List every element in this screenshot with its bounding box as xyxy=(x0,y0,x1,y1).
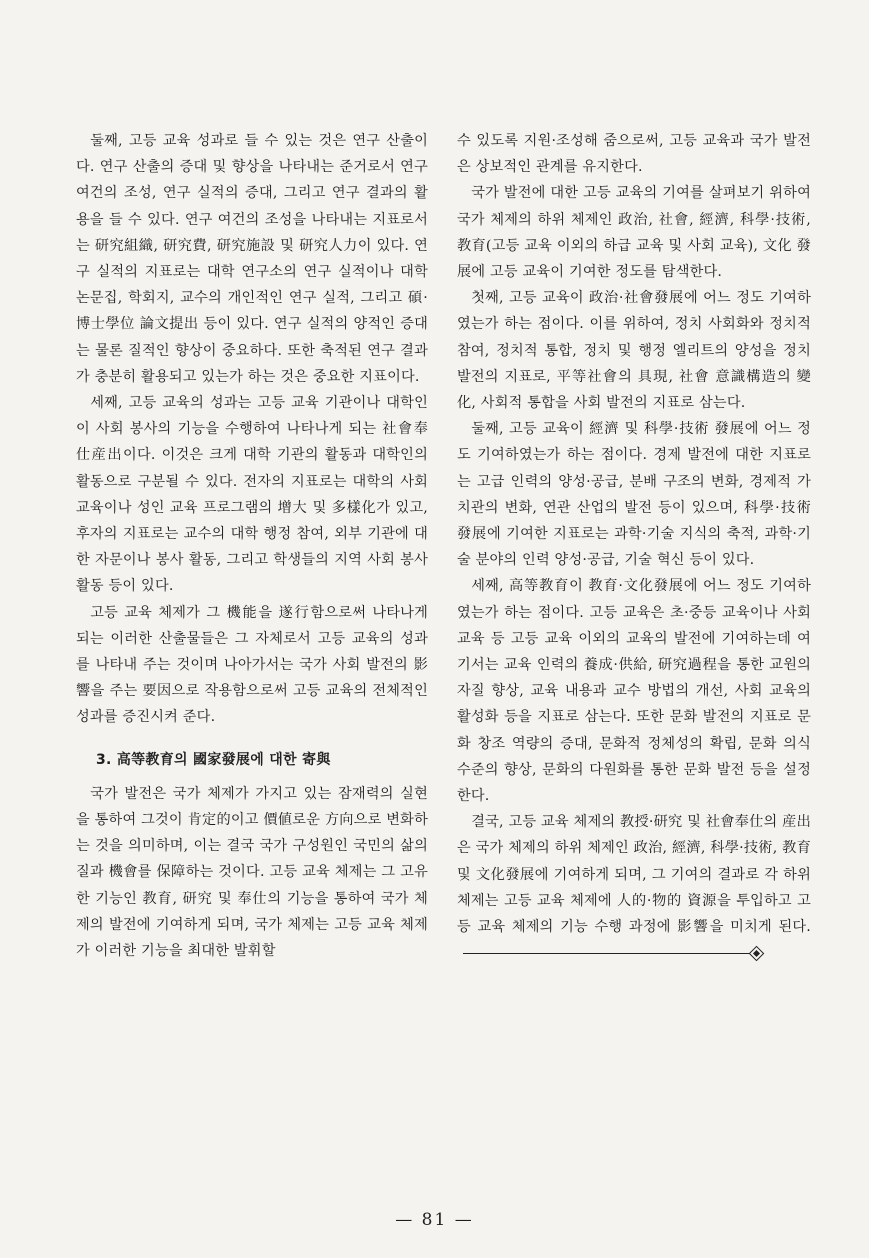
left-column xyxy=(76,128,428,964)
paragraph-outputs-summary: 고등 교육 체제가 그 機能을 遂行함으로써 나타나게 되는 이러한 산출물들은 그 자체로서 고등 교육의 성과를 나타내 주는 것이며 나아가서는 국가 사회 발전의 影響을 주는 要因으로 작용함으로써 고등 교육의 전체적인 성과를 증진시켜 준다. xyxy=(76,604,428,726)
end-diamond-icon xyxy=(749,946,765,962)
paragraph-research-output: 둘째, 고등 교육 성과로 들 수 있는 것은 연구 산출이다. 연구 산출의 증대 및 향상을 나타내는 준거로서 연구 여건의 조성, 연구 실적의 증대, 그리고 연구 결과의 활용을 들 수 있다. 연구 여건의 조성을 나타내는 지표로서는 研究組織, 研究費, 研究施設 및 研究人力이 있다. 연구 실적의 지표로는 대학 연구소의 연구 실적이나 대학 논문집, 학회지, 교수의 개인적인 연구 실적, 그리고 碩·博士學位 論文提出 등이 있다. 연구 실적의 양적인 증대는 물론 질적인 향상이 중요하다. 또한 축적된 연구 결과가 충분히 활용되고 있는가 하는 것은 중요한 지표이다. xyxy=(76,133,428,385)
paragraph-conclusion xyxy=(457,809,811,966)
page-number: — 81 — xyxy=(395,1210,474,1230)
paragraph-continuation: 수 있도록 지원·조성해 줌으로써, 고등 교육과 국가 발전은 상보적인 관계를 유지한다. xyxy=(457,133,811,176)
paragraph-political-social: 첫째, 고등 교육이 政治·社會發展에 어느 정도 기여하였는가 하는 점이다. 이를 위하여, 정치 사회화와 정치적 참여, 정치적 통합, 정치 및 행정 엘리트의 양성을 정치 발전의 지표로, 平等社會의 具現, 社會 意識構造의 變化, 사회적 통합을 사회 발전의 지표로 삼는다. xyxy=(457,290,811,412)
paragraph-economic-science: 둘째, 고등 교육이 經濟 및 科學·技術 發展에 어느 정도 기여하였는가 하는 점이다. 경제 발전에 대한 지표로는 고급 인력의 양성·공급, 분배 구조의 변화, 경제적 가치관의 변화, 연관 산업의 발전 등이 있으며, 科學·技術發展에 기여한 지표로는 과학·기술 지식의 축적, 과학·기술 분야의 인력 양성·공급, 기술 혁신 등이 있다. xyxy=(457,421,811,569)
section-heading: 3. 高等教育의 國家發展에 대한 寄與 xyxy=(96,751,331,768)
paragraph-national-development: 국가 발전은 국가 체제가 가지고 있는 잠재력의 실현을 통하여 그것이 肯定的이고 價値로운 方向으로 변화하는 것을 의미하며, 이는 결국 국가 구성원인 국민의 삶의 질과 機會를 保障하는 것이다. 고등 교육 체제는 그 고유한 기능인 教育, 研究 및 奉仕의 기능을 통하여 국가 체제의 발전에 기여하게 되며, 국가 체제는 고등 교육 체제가 이러한 기능을 최대한 발휘할 xyxy=(76,785,428,960)
end-rule-line xyxy=(463,953,749,954)
right-column xyxy=(457,128,811,967)
conclusion-text: 결국, 고등 교육 체제의 教授·研究 및 社會奉仕의 産出은 국가 체제의 하위 체제인 政治, 經濟, 科學·技術, 教育 및 文化發展에 기여하게 되며, 그 기여의 결과로 각 하위 체제는 고등 교육 체제에 人的·物的 資源을 투입하고 고등 교육 체제의 기능 수행 과정에 影響을 미치게 된다. xyxy=(457,814,811,936)
paragraph-social-service-output: 세째, 고등 교육의 성과는 고등 교육 기관이나 대학인이 사회 봉사의 기능을 수행하여 나타나게 되는 社會奉仕産出이다. 이것은 크게 대학 기관의 활동과 대학인의 활동으로 구분될 수 있다. 전자의 지표로는 대학의 사회 교육이나 성인 교육 프로그램의 增大 및 多樣化가 있고, 후자의 지표로는 교수의 대학 행정 참여, 외부 기관에 대한 자문이나 봉사 활동, 그리고 학생들의 지역 사회 봉사 활동 등이 있다. xyxy=(76,395,428,595)
paragraph-contribution-overview: 국가 발전에 대한 고등 교육의 기여를 살펴보기 위하여 국가 체제의 하위 체제인 政治, 社會, 經濟, 科學·技術, 教育(고등 교육 이외의 하급 교육 및 사회 교육), 文化 發展에 고등 교육이 기여한 정도를 탐색한다. xyxy=(457,185,811,281)
paragraph-education-culture: 세째, 高等教育이 教育·文化發展에 어느 정도 기여하였는가 하는 점이다. 고등 교육은 초·중등 교육이나 사회 교육 등 고등 교육 이외의 교육의 발전에 기여하는데 여기서는 교육 인력의 養成·供給, 研究過程을 통한 교원의 자질 향상, 교육 내용과 교수 방법의 개선, 사회 교육의 활성화 등을 지표로 삼는다. 또한 문화 발전의 지표로 문화 창조 역량의 증대, 문화적 정체성의 확립, 문화 의식 수준의 향상, 문화의 다원화를 통한 문화 발전 등을 설정한다. xyxy=(457,578,811,805)
